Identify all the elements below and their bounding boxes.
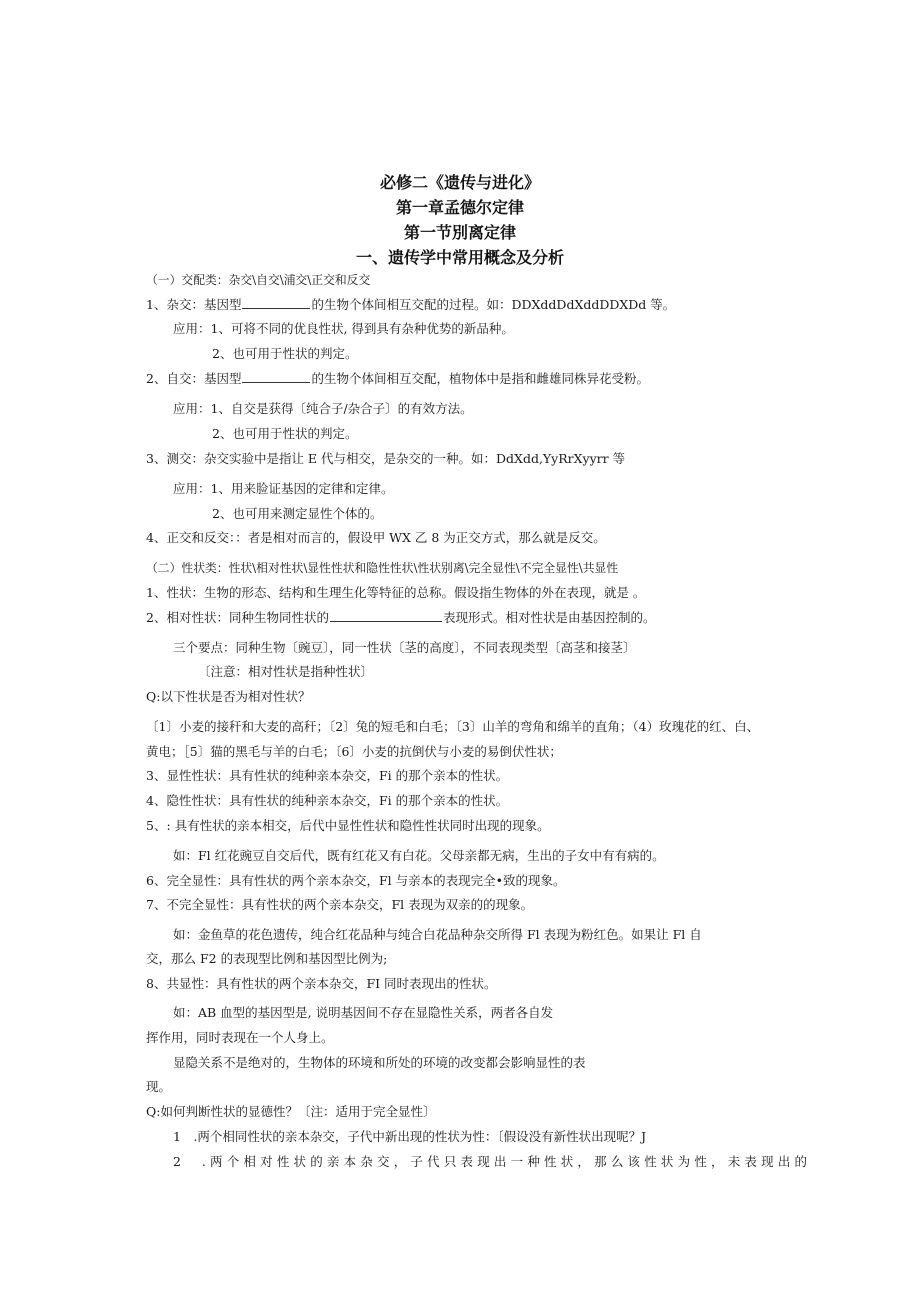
definition-relative-trait: 2、相对性状：同种生物同性状的 表现形式。相对性状是由基因控制的。 (146, 610, 656, 625)
fill-blank (242, 371, 310, 383)
note: 现。 (146, 1079, 172, 1094)
definition-reciprocal-cross: 4、正交和反交：：者是相对而言的，假设甲 WX 乙 8 为正交方式，那么就是反交。 (146, 530, 606, 545)
book-title: 必修二《遗传与进化》 (379, 173, 540, 192)
answer-item: 1 .两个相同性状的亲本杂交，子代中新出现的性状为性：〔假设没有新性状出现呢？J (173, 1129, 647, 1144)
example: 如：AB 血型的基因型是, 说明基因间不存在显隐性关系，两者各自发 (173, 1005, 554, 1020)
definition-incomplete-dominance: 7、不完全显性：具有性状的两个亲本杂交，Fl 表现为双亲的的现象。 (146, 897, 534, 912)
application-line: 2、也可用于性状的判定。 (212, 426, 358, 441)
example: 如：金鱼草的花色遗传，纯合红花品种与纯合白花品种杂交所得 Fl 表现为粉红色。如果让 Fl 自 (173, 927, 702, 942)
definition-trait: 1、性状：生物的形态、结构和生理生化等特征的总称。假设指生物体的外在表现，就是 。 (146, 585, 646, 600)
section-title: 第一节別离定律 (403, 223, 516, 242)
category-heading-traits: （二）性状类：性状\相对性状\显性性状和隐性性状\性状别离\完全显性\不完全显性\共显性 (146, 561, 619, 575)
note: 〔注意：相对性状是指种性状〕 (198, 664, 374, 679)
question-options: 〔1〕小麦的接秆和大麦的高秆；〔2〕兔的短毛和白毛；〔3〕山羊的弯角和绵羊的直角；（4）玫瑰花的红、白、 (146, 719, 760, 734)
answer-item: 2 .两个相对性状的亲本杂交，子代只表现出一种性状，那么该性状为性，未表现出的 (173, 1154, 812, 1169)
question-options: 黄电；［5〕猫的黑毛与羊的白毛；〔6〕小麦的抗倒伏与小麦的易倒伏性状； (146, 744, 562, 759)
part-title: 一、遗传学中常用概念及分析 (355, 248, 564, 267)
fill-blank (330, 610, 442, 622)
application-line: 2、也可用来测定显性个体的。 (212, 506, 383, 521)
example: 交，那么 F2 的表现型比例和基因型比例为; (146, 951, 388, 966)
definition-dominant: 3、显性性状：具有性状的纯种亲本杂交，Fi 的那个亲本的性状。 (146, 768, 509, 783)
key-points: 三个要点：同种生物〔豌豆〕，同一性状〔茎的高度〕，不同表现类型〔高茎和接茎〕 (173, 640, 636, 655)
category-heading-mating: （一）交配类：杂交\自交\浦交\正交和反交 (146, 273, 371, 287)
definition-segregation: 5、: 具有性状的亲本相交，后代中显性性状和隐性性状同时出现的现象。 (146, 818, 550, 833)
question: Q:如何判断性状的显德性？〔注：适用于完全显性〕 (146, 1104, 436, 1119)
definition-codominance: 8、共显性：具有性状的两个亲本杂交，FI 同时表现出的性状。 (146, 976, 497, 991)
application-line: 2、也可用于性状的判定。 (212, 346, 358, 361)
note: 显隐关系不是绝对的，生物体的环境和所处的环境的改变都会影响显性的表 (173, 1055, 586, 1070)
definition-recessive: 4、隐性性状：具有性状的纯种亲本杂交，Fi 的那个亲本的性状。 (146, 793, 509, 808)
example: 挥作用，同时表现在一个人身上。 (146, 1030, 334, 1045)
application-line: 应用：1、可将不同的优良性状, 得到具有杂种优势的新品种。 (173, 321, 514, 336)
fill-blank (242, 297, 310, 309)
application-line: 应用：1、自交是获得〔纯合子/杂合子〕的有效方法。 (173, 401, 473, 416)
title-block (0, 170, 920, 270)
example: 如：Fl 红花豌豆自交后代，既有红花又有白花。父母亲都无病，生出的子女中有有病的。 (173, 848, 665, 863)
definition-hybridization: 1、杂交：基因型 的生物个体间相互交配的过程。如：DDXddDdXddDDXDd 等。 (146, 297, 676, 312)
definition-complete-dominance: 6、完全显性：具有性状的两个亲本杂交，Fl 与亲本的表现完全•致的现象。 (146, 873, 566, 888)
definition-testcross: 3、测交：杂交实验中是指让 E 代与相交，是杂交的一种。如：DdXdd,YyRrXyyrr 等 (146, 451, 626, 466)
definition-selfing: 2、自交：基因型 的生物个体间相互交配，植物体中是指和雌雄同株异花受粉。 (146, 371, 649, 386)
chapter-title: 第一章孟德尔定律 (395, 198, 524, 217)
question: Q:以下性状是否为相对性状？ (146, 689, 311, 704)
application-line: 应用：1、用来脸证基因的定律和定律。 (173, 481, 394, 496)
